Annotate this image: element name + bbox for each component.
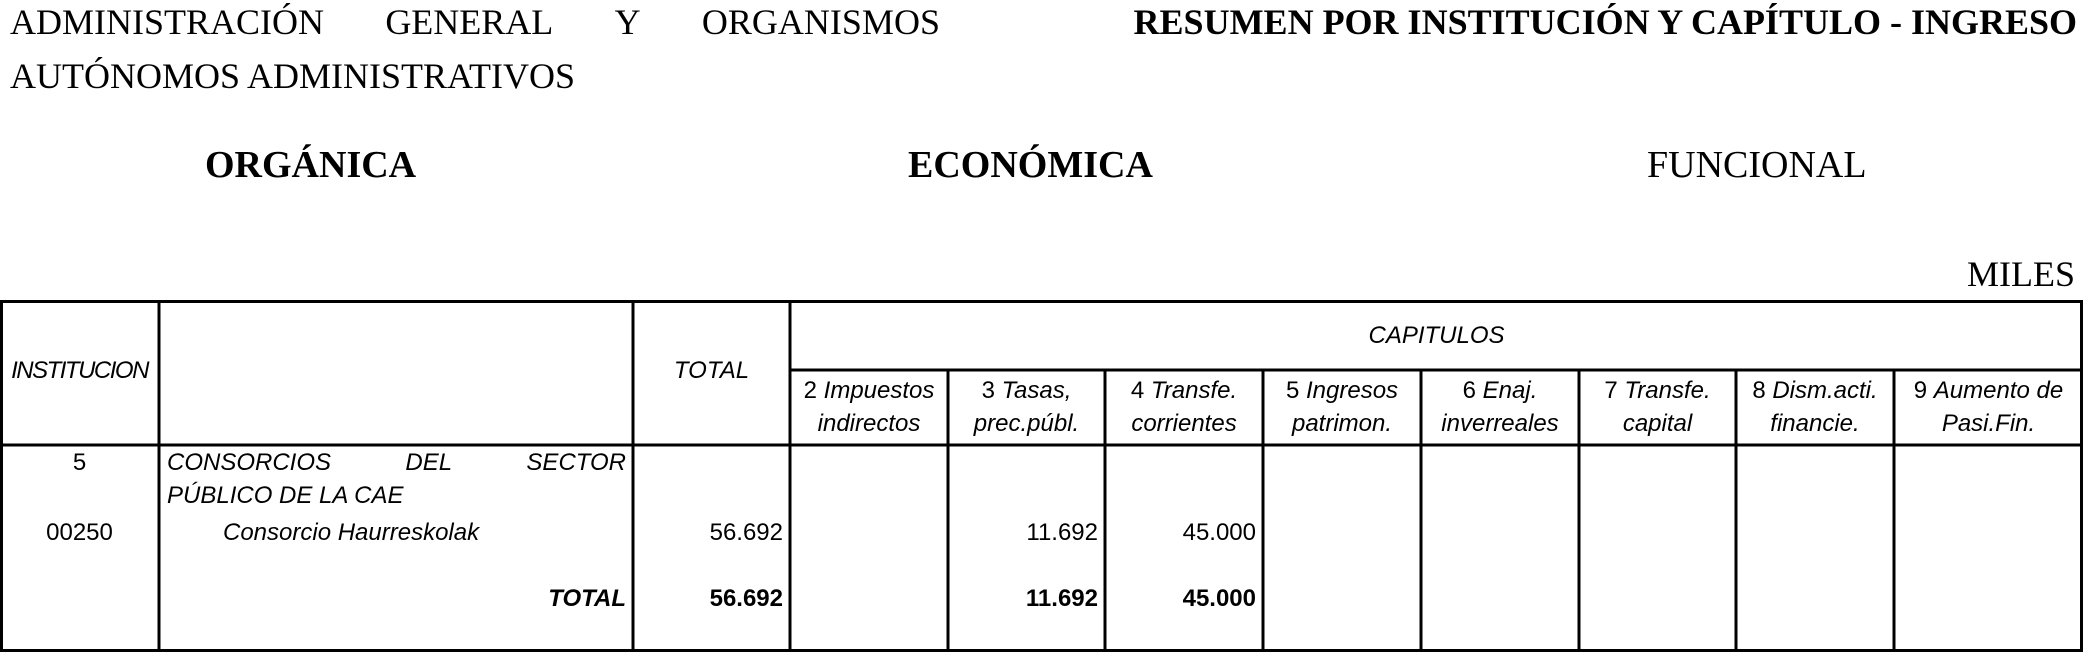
chapter-number: 9 (1913, 377, 1928, 404)
chapter-name-line2: inverreales (1441, 410, 1559, 437)
header-chapter-9 (1894, 374, 2083, 440)
header-capitulos: CAPITULOS (1368, 322, 1505, 349)
chapter-name: Transfe. (1150, 377, 1238, 404)
section-name-line2: PÚBLICO DE LA CAE (167, 482, 404, 509)
header-institucion: INSTITUCION (11, 357, 148, 384)
section-name-line1 (167, 446, 626, 479)
header-chapter-4 (1105, 374, 1263, 440)
chapter-number: 6 (1462, 377, 1476, 404)
chapter-name-line2: patrimon. (1291, 410, 1393, 437)
chapter-name: Impuestos (823, 377, 935, 404)
chapter-name: Enaj. (1482, 377, 1538, 404)
chapter-name-line2: financie. (1770, 410, 1860, 437)
header-chapter-6 (1421, 374, 1579, 440)
classification-organica: ORGÁNICA (205, 144, 417, 186)
chapter-name: Transfe. (1624, 377, 1711, 404)
totals-label: TOTAL (548, 585, 626, 612)
chapter-name-line2: capital (1622, 410, 1693, 437)
classification-economica: ECONÓMICA (908, 144, 1153, 186)
row-name: Consorcio Haurreskolak (223, 519, 480, 546)
header-chapter-2 (790, 374, 948, 440)
chapter-number: 8 (1752, 377, 1766, 404)
org-word: ORGANISMOS (701, 2, 940, 42)
row-code: 00250 (46, 519, 113, 546)
chapter-name: Dism.acti. (1772, 377, 1878, 404)
units-label: MILES (1967, 254, 2075, 294)
classification-funcional: FUNCIONAL (1647, 144, 1867, 186)
totals-total: 56.692 (709, 585, 783, 612)
chapter-number: 7 (1604, 377, 1618, 404)
header-chapter-7 (1579, 374, 1736, 440)
org-word: ADMINISTRACIÓN (10, 2, 324, 42)
org-word: Y (614, 2, 641, 42)
chapter-name-line2: prec.públ. (973, 410, 1080, 437)
totals-cap3: 11.692 (1025, 585, 1098, 612)
row-total: 56.692 (709, 519, 783, 546)
organization-title-line2: AUTÓNOMOS ADMINISTRATIVOS (10, 56, 576, 96)
section-code: 5 (72, 449, 87, 476)
section-word: DEL (405, 449, 453, 476)
report-title: RESUMEN POR INSTITUCIÓN Y CAPÍTULO - INGRESO (1133, 2, 2077, 42)
chapter-name-line2: corrientes (1131, 410, 1237, 437)
chapter-name-line2: Pasi.Fin. (1941, 410, 2036, 437)
chapter-name-line2: indirectos (817, 410, 921, 437)
section-word: CONSORCIOS (167, 449, 332, 476)
header-chapter-8 (1736, 374, 1894, 440)
chapter-number: 2 (803, 377, 817, 404)
chapter-number: 5 (1285, 377, 1300, 404)
org-word: GENERAL (385, 2, 554, 42)
chapter-number: 3 (981, 377, 995, 404)
row-cap3: 11.692 (1026, 519, 1098, 546)
section-word: SECTOR (526, 449, 626, 476)
header-total: TOTAL (673, 357, 750, 384)
chapter-number: 4 (1130, 377, 1145, 404)
chapter-name: Aumento de (1933, 377, 2064, 404)
header-chapter-3 (948, 374, 1105, 440)
header-chapter-5 (1263, 374, 1421, 440)
chapter-name: Tasas, (1001, 377, 1072, 404)
totals-cap4: 45.000 (1182, 585, 1256, 612)
row-cap4: 45.000 (1182, 519, 1256, 546)
chapter-name: Ingresos (1305, 377, 1399, 404)
